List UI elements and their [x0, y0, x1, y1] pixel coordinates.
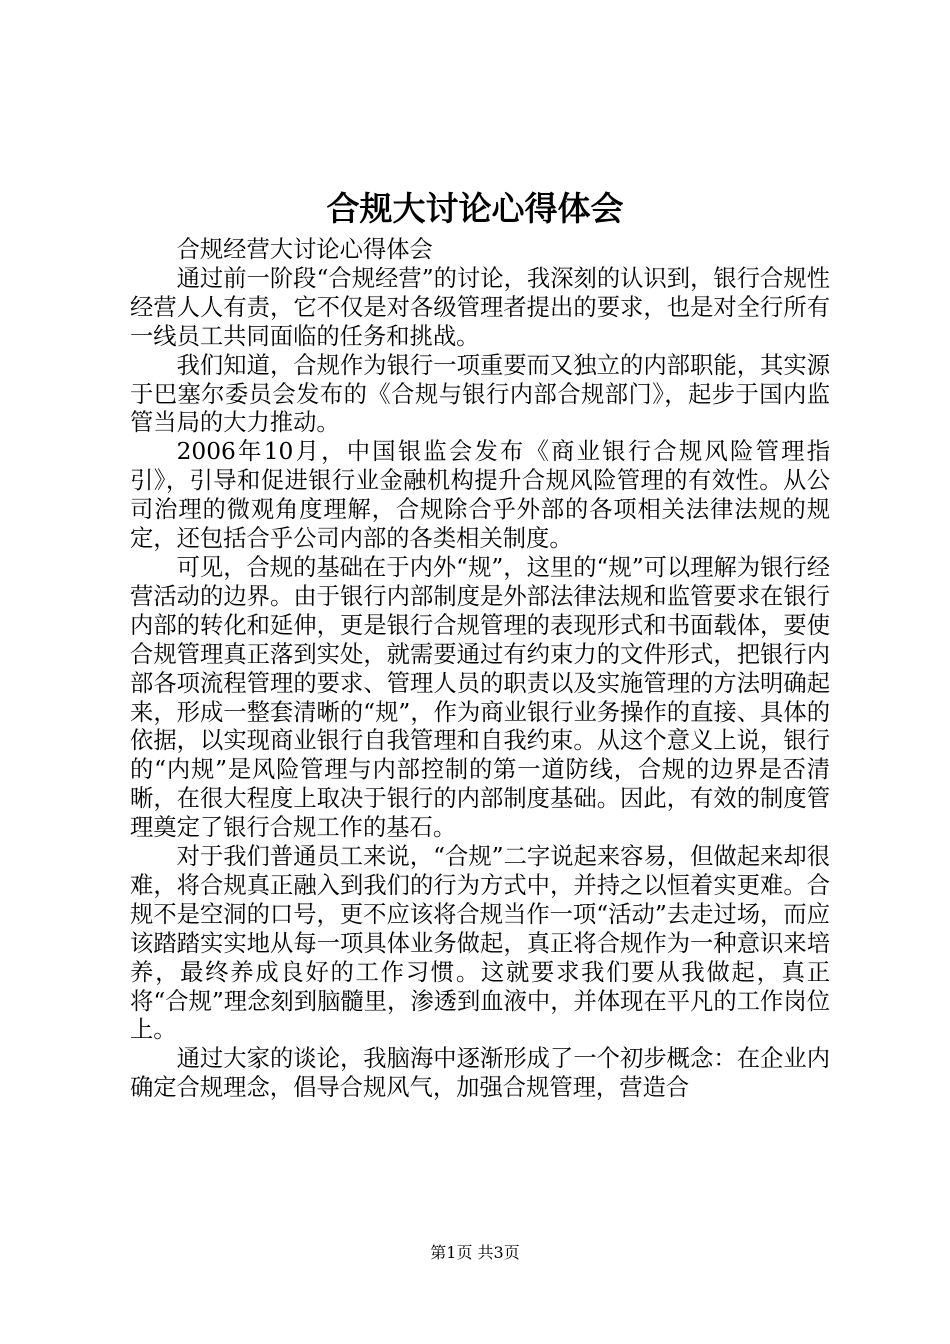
- paragraph: 通过前一阶段“合规经营”的讨论，我深刻的认识到，银行合规性经营人人有责，它不仅是对各级管理者提出的要求，也是对全行所有一线员工共同面临的任务和挑战。: [130, 264, 830, 350]
- paragraph: 对于我们普通员工来说，“合规”二字说起来容易，但做起来却很难，将合规真正融入到我们的行为方式中，并持之以恒着实更难。合规不是空洞的口号，更不应该将合规当作一项“活动”去走过场，而应该踏踏实实地从每一项具体业务做起，真正将合规作为一种意识来培养，最终养成良好的工作习惯。这就要求我们要从我做起，真正将“合规”理念刻到脑髓里，渗透到血液中，并体现在平凡的工作岗位上。: [130, 843, 830, 1044]
- document-body: [130, 236, 830, 1103]
- paragraph: 通过大家的谈论，我脑海中逐渐形成了一个初步概念：在企业内确定合规理念，倡导合规风气，加强合规管理，营造合: [130, 1045, 830, 1102]
- paragraph: 可见，合规的基础在于内外“规”，这里的“规”可以理解为银行经营活动的边界。由于银行内部制度是外部法律法规和监管要求在银行内部的转化和延伸，更是银行合规管理的表现形式和书面载体，要使合规管理真正落到实处，就需要通过有约束力的文件形式，把银行内部各项流程管理的要求、管理人员的职责以及实施管理的方法明确起来，形成一整套清晰的“规”，作为商业银行业务操作的直接、具体的依据，以实现商业银行自我管理和自我约束。从这个意义上说，银行的“内规”是风险管理与内部控制的第一道防线，合规的边界是否清晰，在很大程度上取决于银行的内部制度基础。因此，有效的制度管理奠定了银行合规工作的基石。: [130, 553, 830, 842]
- paragraph: 我们知道，合规作为银行一项重要而又独立的内部职能，其实源于巴塞尔委员会发布的《合规与银行内部合规部门》，起步于国内监管当局的大力推动。: [130, 351, 830, 437]
- document-title: 合规大讨论心得体会: [326, 189, 624, 228]
- paragraph-subtitle: 合规经营大讨论心得体会: [176, 236, 433, 263]
- paragraph: 2006年10月，中国银监会发布《商业银行合规风险管理指引》，引导和促进银行业金融机构提升合规风险管理的有效性。从公司治理的微观角度理解，合规除合乎外部的各项相关法律法规的规定，还包括合乎公司内部的各类相关制度。: [130, 438, 830, 553]
- page-number-footer: 第1页 共3页: [430, 1243, 520, 1262]
